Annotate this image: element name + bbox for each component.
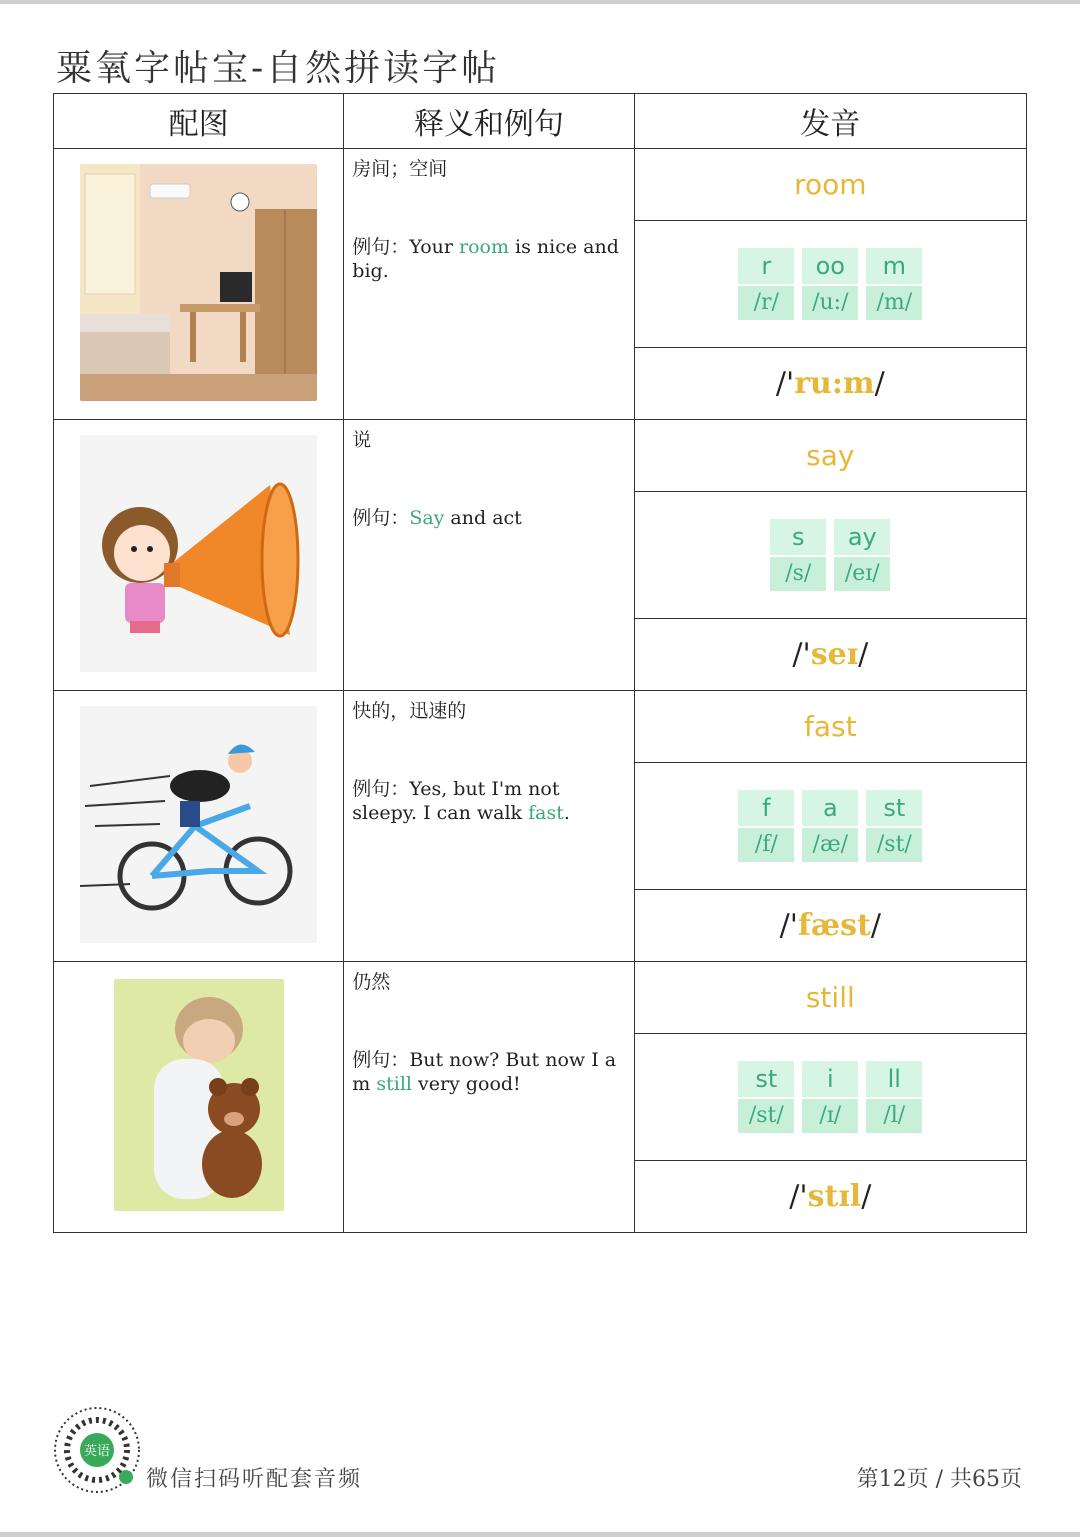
ipa-transcription: fæst (797, 908, 871, 943)
page-indicator: 第12页 / 共65页 (856, 1467, 1022, 1492)
example-text: is nice and big. (352, 236, 619, 282)
word-cell (634, 149, 1026, 221)
ipa-mark: /' (779, 908, 798, 943)
spelling-word: room (794, 168, 867, 201)
gloss: 说 (352, 429, 372, 451)
tile-sound: /eɪ/ (834, 557, 890, 591)
example-label: 例句： (352, 236, 410, 258)
tile-sound: /u:/ (802, 286, 858, 320)
ipa-cell (634, 619, 1026, 691)
tile-sound: /st/ (738, 1099, 794, 1133)
header-picture: 配图 (54, 94, 344, 149)
tile-sound: /æ/ (802, 828, 858, 862)
sleeping-child-image (114, 979, 284, 1211)
phonics-table (53, 93, 1027, 1233)
picture-cell (54, 691, 344, 962)
entry-row (54, 691, 1027, 763)
phonics-tiles-cell (634, 221, 1026, 348)
room-image (80, 164, 317, 401)
phonics-tile (866, 248, 922, 320)
spelling-word: fast (804, 710, 857, 743)
tile-sound: /f/ (738, 828, 794, 862)
ipa-transcription: seɪ (810, 637, 859, 672)
phonics-tiles-cell (634, 492, 1026, 619)
phonics-tile (738, 248, 794, 320)
gloss: 房间；空间 (352, 158, 448, 180)
bottom-divider (0, 1532, 1080, 1537)
example-sentence (352, 506, 625, 530)
tile-sound: /ɪ/ (802, 1099, 858, 1133)
ipa-mark: /' (792, 637, 811, 672)
ipa-transcription: ru:m (794, 366, 875, 401)
ipa-mark: / (858, 637, 869, 672)
qr-label: 英语 (83, 1444, 111, 1459)
entry-row (54, 149, 1027, 221)
example-keyword: Say (409, 507, 445, 529)
ipa-mark: /' (789, 1179, 808, 1214)
gloss: 仍然 (352, 971, 391, 993)
tile-sound: /s/ (770, 557, 826, 591)
tile-letters: ay (834, 519, 890, 557)
example-keyword: still (376, 1073, 412, 1095)
phonics-tile (834, 519, 890, 591)
ipa-mark: / (874, 366, 885, 401)
tile-letters: st (866, 790, 922, 828)
megaphone-girl-image (80, 435, 317, 672)
tile-letters: ll (866, 1061, 922, 1099)
example-sentence (352, 235, 625, 283)
example-sentence (352, 1048, 625, 1096)
example-text: Your (409, 236, 460, 258)
spelling-word: say (806, 439, 855, 472)
entry-row (54, 420, 1027, 492)
picture-cell (54, 420, 344, 691)
audio-scan-note: 微信扫码听配套音频 (146, 1467, 363, 1492)
table-header-row (54, 94, 1027, 149)
ipa-mark: /' (775, 366, 795, 401)
ipa-mark: / (870, 908, 881, 943)
meaning-cell (344, 420, 634, 691)
picture-cell (54, 149, 344, 420)
example-label: 例句： (352, 778, 410, 800)
ipa-cell (634, 348, 1026, 420)
phonics-tiles (738, 790, 922, 862)
phonics-tiles (770, 519, 890, 591)
ipa-cell (634, 1161, 1026, 1233)
ipa-mark: / (861, 1179, 872, 1214)
top-divider (0, 0, 1080, 4)
gloss: 快的，迅速的 (352, 700, 467, 722)
example-keyword: fast (528, 802, 564, 824)
meaning-cell (344, 691, 634, 962)
example-keyword: room (459, 236, 509, 258)
word-cell (634, 962, 1026, 1034)
phonics-tile (770, 519, 826, 591)
phonics-tiles (738, 1061, 922, 1133)
phonics-tile (802, 790, 858, 862)
meaning-cell (344, 962, 634, 1233)
phonics-tiles (738, 248, 922, 320)
example-text: very good! (411, 1073, 521, 1095)
cyclist-image (80, 706, 317, 943)
tile-letters: st (738, 1061, 794, 1099)
tile-letters: m (866, 248, 922, 286)
example-label: 例句： (352, 1049, 410, 1071)
example-text: Yes, but I'm not sleepy. I can walk (352, 778, 560, 824)
tile-letters: r (738, 248, 794, 286)
word-cell (634, 420, 1026, 492)
phonics-tile (802, 1061, 858, 1133)
header-meaning: 释义和例句 (344, 94, 634, 149)
phonics-tile (738, 790, 794, 862)
phonics-tile (802, 248, 858, 320)
example-text: But now? But now I a m (352, 1049, 617, 1095)
tile-letters: i (802, 1061, 858, 1099)
tile-letters: oo (802, 248, 858, 286)
header-pronunciation: 发音 (634, 94, 1026, 149)
phonics-tiles-cell (634, 763, 1026, 890)
page-title: 粟氧字帖宝-自然拼读字帖 (56, 48, 501, 89)
tile-sound: /r/ (738, 286, 794, 320)
phonics-tiles-cell (634, 1034, 1026, 1161)
ipa-transcription: stɪl (807, 1179, 862, 1214)
example-sentence (352, 777, 625, 825)
phonics-tile (738, 1061, 794, 1133)
picture-cell (54, 962, 344, 1233)
example-text: . (563, 802, 570, 824)
tile-letters: f (738, 790, 794, 828)
ipa-cell (634, 890, 1026, 962)
tile-letters: a (802, 790, 858, 828)
word-cell (634, 691, 1026, 763)
example-label: 例句： (352, 507, 410, 529)
spelling-word: still (805, 981, 855, 1014)
entry-row (54, 962, 1027, 1034)
tile-letters: s (770, 519, 826, 557)
phonics-tile (866, 1061, 922, 1133)
tile-sound: /st/ (866, 828, 922, 862)
tile-sound: /l/ (866, 1099, 922, 1133)
tile-sound: /m/ (866, 286, 922, 320)
meaning-cell (344, 149, 634, 420)
example-text: and act (444, 507, 522, 529)
qr-code[interactable] (52, 1405, 142, 1495)
phonics-tile (866, 790, 922, 862)
